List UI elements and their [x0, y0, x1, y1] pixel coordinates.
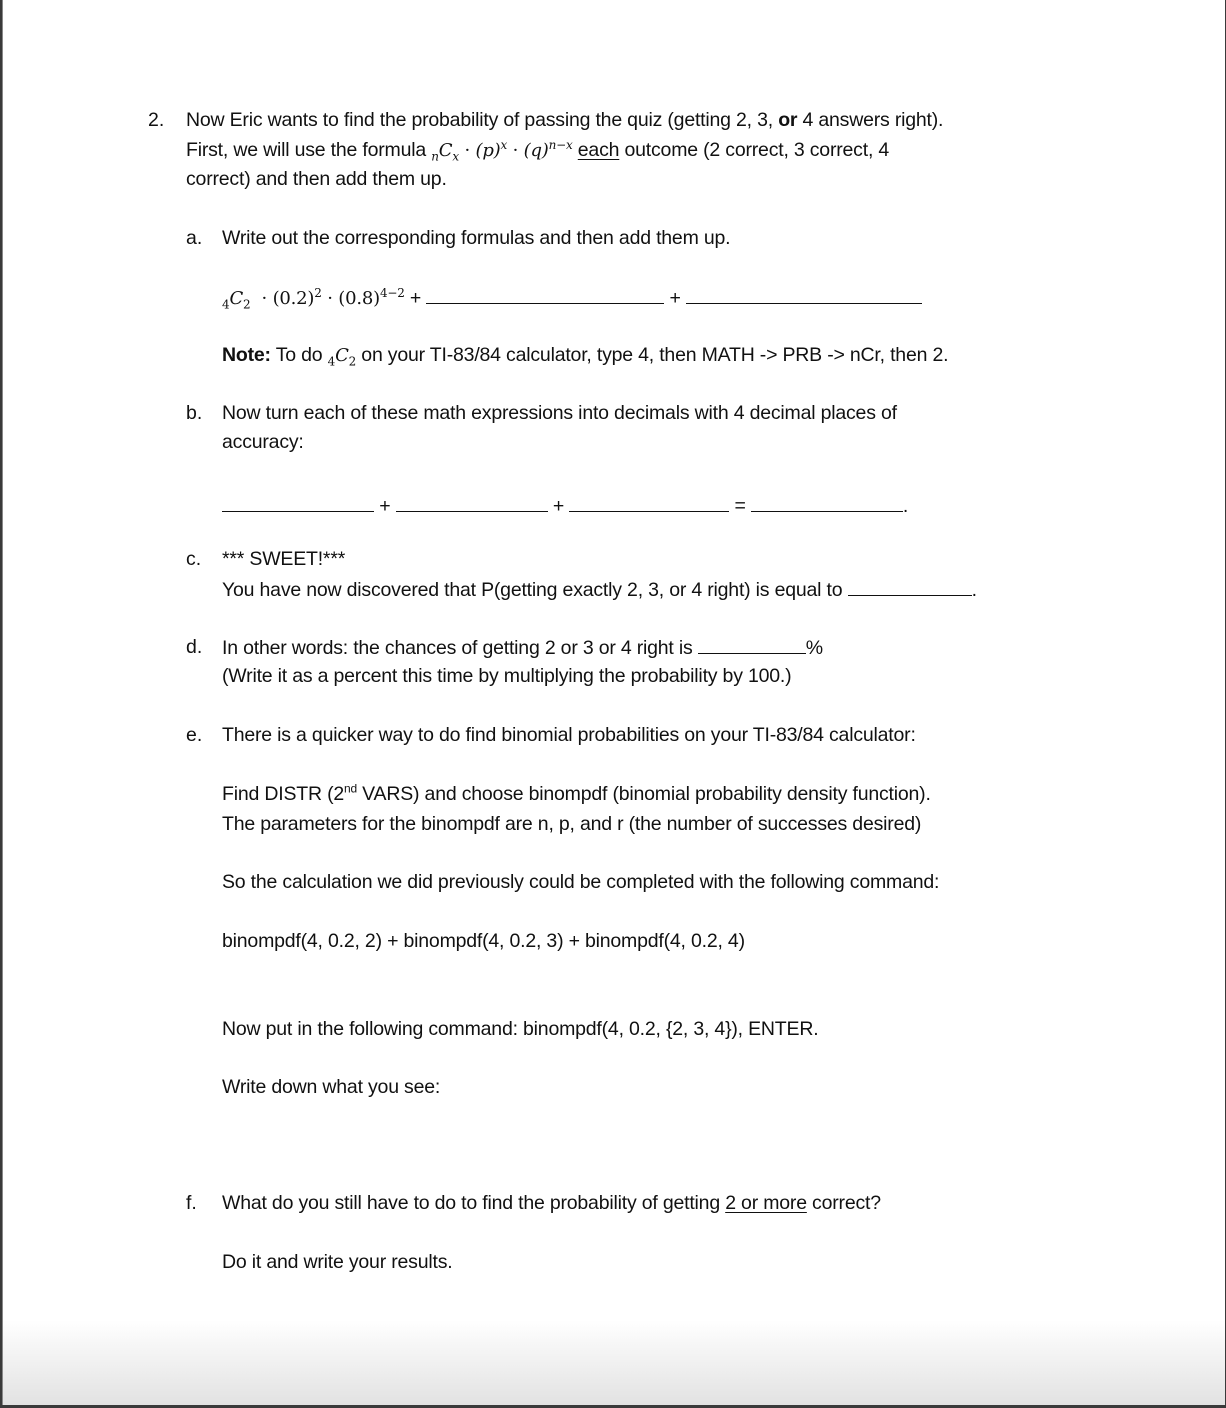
part-a-text: Write out the corresponding formulas and then add them up. — [222, 227, 731, 249]
worksheet-page — [2, 0, 1225, 1405]
part-f-line1: What do you still have to do to find the probability of getting 2 or more correct? — [222, 1192, 881, 1214]
part-b-blanks: + + = . — [222, 493, 908, 518]
part-d-line1: In other words: the chances of getting 2 or 3 or 4 right is % — [222, 637, 823, 659]
binomial-formula: $_nC_x \cdot (p)^x \cdot (q)^{n-x}$ — [431, 138, 573, 164]
answer-blank[interactable] — [222, 493, 374, 512]
part-c-label: c. — [186, 548, 202, 570]
q2-line3: correct) and then add them up. — [186, 168, 447, 190]
part-d-line2: (Write it as a percent this time by multiplying the probability by 100.) — [222, 665, 792, 687]
part-e-line2: Find DISTR (2nd VARS) and choose binompdf (binomial probability density function). — [222, 781, 931, 805]
q2-line2: First, we will use the formula $_nC_x \cdot (p)^x \cdot (q)^{n-x}$ each outcome (2 correct, 3 correct, 4 — [186, 138, 890, 164]
answer-blank[interactable] — [569, 493, 729, 512]
part-f-label: f. — [186, 1192, 197, 1214]
part-e-line4: So the calculation we did previously could be completed with the following command: — [222, 871, 940, 893]
part-d-label: d. — [186, 636, 203, 658]
answer-blank[interactable] — [686, 285, 922, 304]
part-b-line2: accuracy: — [222, 431, 304, 453]
part-c-line2: You have now discovered that P(getting exactly 2, 3, or 4 right) is equal to . — [222, 579, 977, 601]
part-e-command: binompdf(4, 0.2, 2) + binompdf(4, 0.2, 3) + binompdf(4, 0.2, 4) — [222, 930, 745, 952]
part-b-label: b. — [186, 402, 203, 424]
part-f-line2: Do it and write your results. — [222, 1251, 453, 1273]
answer-blank[interactable] — [848, 577, 972, 596]
answer-blank[interactable] — [751, 493, 903, 512]
question-number: 2. — [148, 109, 165, 131]
answer-blank[interactable] — [698, 635, 806, 654]
part-e-line3: The parameters for the binompdf are n, p, and r (the number of successes desired) — [222, 813, 922, 835]
part-e-line1: There is a quicker way to do find binomial probabilities on your TI-83/84 calculator: — [222, 724, 916, 746]
part-a-expression: $_4C_2 \cdot (0.2)^2 \cdot (0.8)^{4-2}$ + + — [222, 285, 922, 311]
part-c-line1: *** SWEET!*** — [222, 548, 346, 570]
part-a-note: Note: To do $_4C_2$ on your TI-83/84 calculator, type 4, then MATH -> PRB -> nCr, then 2. — [222, 344, 949, 369]
part-e-label: e. — [186, 724, 203, 746]
part-e-line7: Write down what you see: — [222, 1076, 441, 1098]
answer-blank[interactable] — [396, 493, 548, 512]
q2-line1: Now Eric wants to find the probability of passing the quiz (getting 2, 3, or 4 answers right). — [186, 109, 944, 131]
answer-blank[interactable] — [426, 285, 664, 304]
part-e-line6: Now put in the following command: binompdf(4, 0.2, {2, 3, 4}), ENTER. — [222, 1018, 819, 1040]
part-a-label: a. — [186, 227, 203, 249]
part-b-line1: Now turn each of these math expressions into decimals with 4 decimal places of — [222, 402, 897, 424]
